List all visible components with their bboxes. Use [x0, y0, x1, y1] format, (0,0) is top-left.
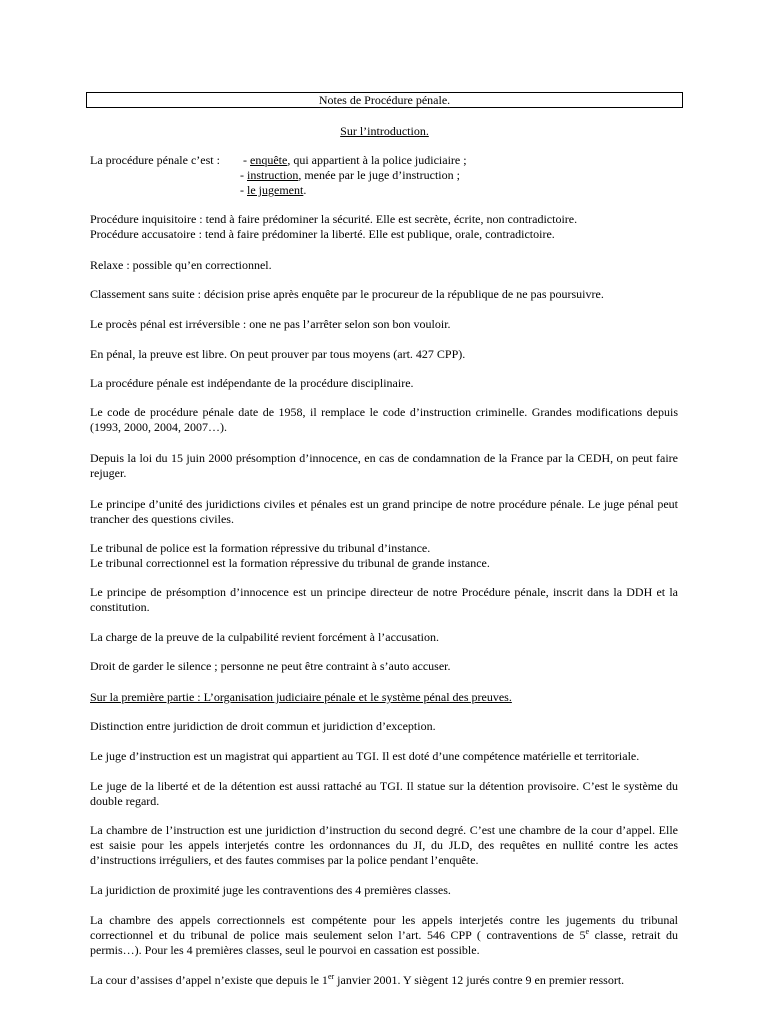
intro-heading: Sur l’introduction. — [340, 124, 429, 138]
paragraph: Le tribunal correctionnel est la formation répressive du tribunal de grande instance. — [90, 556, 490, 570]
definition-item: - enquête, qui appartient à la police judiciaire ; — [243, 153, 467, 167]
definition-label: La procédure pénale c’est : — [90, 153, 220, 167]
paragraph: La juridiction de proximité juge les contraventions des 4 premières classes. — [90, 883, 451, 897]
paragraph: Droit de garder le silence ; personne ne peut être contraint à s’auto accuser. — [90, 659, 451, 673]
paragraph: Le tribunal de police est la formation répressive du tribunal d’instance. — [90, 541, 431, 555]
paragraph: La charge de la preuve de la culpabilité revient forcément à l’accusation. — [90, 630, 439, 644]
paragraph: Le principe de présomption d’innocence est un principe directeur de notre Procédure pénale, inscrit dans la DDH et la constitution. — [90, 585, 678, 614]
definition-item: - le jugement. — [240, 183, 307, 197]
paragraph: La chambre de l’instruction est une juridiction d’instruction du second degré. C’est une chambre de la cour d’appel. Elle est saisie pour les appels interjetés contre les ordonnances du JI, du JLD, des requêtes en nullité contre les actes d’instructions irréguliers, et des fautes commises par la police pendant l’enquête. — [90, 823, 678, 867]
definition-item: - instruction, menée par le juge d’instruction ; — [240, 168, 460, 182]
paragraph: En pénal, la preuve est libre. On peut prouver par tous moyens (art. 427 CPP). — [90, 347, 466, 361]
paragraph: Relaxe : possible qu’en correctionnel. — [90, 258, 272, 272]
paragraph: La chambre des appels correctionnels est compétente pour les appels interjetés contre les jugements du tribunal correctionnel et du tribunal de police mais seulement selon l’art. 546 CPP ( contraventions de 5e classe, retrait du permis…). Pour les 4 premières classes, seul le pourvoi en cassation est possible. — [90, 913, 678, 957]
part-one-heading: Sur la première partie : L’organisation judiciaire pénale et le système pénal des preuves. — [90, 690, 512, 704]
paragraph: Depuis la loi du 15 juin 2000 présomption d’innocence, en cas de condamnation de la France par la CEDH, on peut faire rejuger. — [90, 451, 678, 480]
paragraph: Procédure accusatoire : tend à faire prédominer la liberté. Elle est publique, orale, contradictoire. — [90, 227, 555, 241]
paragraph: Le code de procédure pénale date de 1958, il remplace le code d’instruction criminelle. Grandes modifications depuis (1993, 2000, 2004, 2007…). — [90, 405, 678, 434]
paragraph: Le juge d’instruction est un magistrat qui appartient au TGI. Il est doté d’une compétence matérielle et territoriale. — [90, 749, 640, 763]
paragraph: Le procès pénal est irréversible : one ne pas l’arrêter selon son bon vouloir. — [90, 317, 451, 331]
paragraph: Le juge de la liberté et de la détention est aussi rattaché au TGI. Il statue sur la détention provisoire. C’est le système du double regard. — [90, 779, 678, 808]
paragraph: Distinction entre juridiction de droit commun et juridiction d’exception. — [90, 719, 436, 733]
paragraph: La procédure pénale est indépendante de la procédure disciplinaire. — [90, 376, 414, 390]
document-title: Notes de Procédure pénale. — [86, 92, 683, 108]
paragraph: Procédure inquisitoire : tend à faire prédominer la sécurité. Elle est secrète, écrite, non contradictoire. — [90, 212, 578, 226]
paragraph: Le principe d’unité des juridictions civiles et pénales est un grand principe de notre procédure pénale. Le juge pénal peut trancher des questions civiles. — [90, 497, 678, 526]
paragraph: La cour d’assises d’appel n’existe que depuis le 1er janvier 2001. Y siègent 12 jurés contre 9 en premier ressort. — [90, 972, 625, 987]
paragraph: Classement sans suite : décision prise après enquête par le procureur de la république de ne pas poursuivre. — [90, 287, 604, 301]
